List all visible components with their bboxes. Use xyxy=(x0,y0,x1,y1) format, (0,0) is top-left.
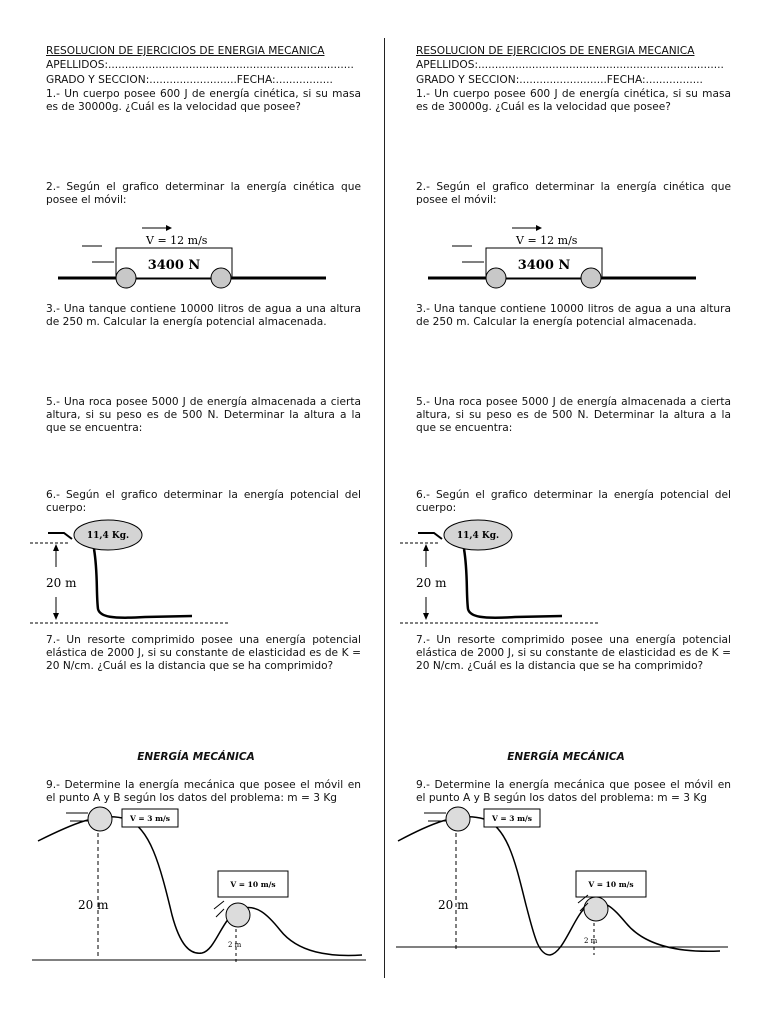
velocity-label-a: V = 3 m/s xyxy=(129,814,171,823)
height-label: 20 m xyxy=(416,576,447,590)
car-velocity-label: V = 12 m/s xyxy=(146,234,208,247)
car-diagram xyxy=(36,222,366,302)
mass-label: 11,4 Kg. xyxy=(86,531,130,541)
car-wheel-front xyxy=(116,268,136,288)
worksheet-left xyxy=(36,0,361,1024)
height-label-a: 20 m xyxy=(78,898,109,912)
section-title: ENERGÍA MECÁNICA xyxy=(137,751,255,763)
question-6: 6.- Según el grafico determinar la energía potencial del cuerpo: xyxy=(46,489,361,514)
ledge-line xyxy=(48,533,72,539)
car-force-label: 3400 N xyxy=(517,258,571,273)
small-height-label-b: 2 m xyxy=(584,937,598,945)
question-1: 1.- Un cuerpo posee 600 J de energía cinética, si su masa es de 30000g. ¿Cuál es la velocidad que posee? xyxy=(46,88,361,113)
question-5: 5.- Una roca posee 5000 J de energía almacenada a cierta altura, si su peso es de 500 N. Determinar la altura a la que se encuentra: xyxy=(46,396,361,434)
velocity-arrow-head xyxy=(166,225,172,231)
track-curve xyxy=(398,817,720,955)
ledge-line xyxy=(418,533,442,539)
motion-line xyxy=(216,909,224,917)
velocity-label-b: V = 10 m/s xyxy=(588,880,634,889)
column-divider xyxy=(384,38,385,978)
height-arrow-head-up xyxy=(423,544,429,551)
grado-fecha-line: GRADO Y SECCION:..........................FECHA:................. xyxy=(416,74,703,86)
potential-energy-diagram xyxy=(30,513,230,628)
velocity-arrow-head xyxy=(536,225,542,231)
question-9: 9.- Determine la energía mecánica que posee el móvil en el punto A y B según los datos del problema: m = 3 Kg xyxy=(416,779,731,804)
question-7: 7.- Un resorte comprimido posee una energía potencial elástica de 2000 J, si su constante de elasticidad es de K = 20 N/cm. ¿Cuál es la distancia que se ha comprimido? xyxy=(46,634,361,672)
ball-point-b xyxy=(584,897,608,921)
ball-point-a xyxy=(446,807,470,831)
ball-point-a xyxy=(88,807,112,831)
mechanical-energy-diagram xyxy=(388,805,738,975)
car-wheel-rear xyxy=(581,268,601,288)
car-diagram xyxy=(406,222,736,302)
worksheet-right xyxy=(406,0,731,1024)
question-7: 7.- Un resorte comprimido posee una energía potencial elástica de 2000 J, si su constante de elasticidad es de K = 20 N/cm. ¿Cuál es la distancia que se ha comprimido? xyxy=(416,634,731,672)
height-arrow-head-down xyxy=(53,613,59,620)
track-curve xyxy=(38,817,362,956)
question-1: 1.- Un cuerpo posee 600 J de energía cinética, si su masa es de 30000g. ¿Cuál es la velocidad que posee? xyxy=(416,88,731,113)
cliff-profile xyxy=(94,549,192,618)
section-title: ENERGÍA MECÁNICA xyxy=(507,751,625,763)
worksheet-title: RESOLUCION DE EJERCICIOS DE ENERGIA MECANICA xyxy=(46,45,325,57)
question-2: 2.- Según el grafico determinar la energía cinética que posee el móvil: xyxy=(46,181,361,206)
height-arrow-head-up xyxy=(53,544,59,551)
question-6: 6.- Según el grafico determinar la energía potencial del cuerpo: xyxy=(416,489,731,514)
apellidos-line: APELLIDOS:......................................................................... xyxy=(46,59,354,71)
mechanical-energy-diagram xyxy=(30,805,370,975)
car-wheel-front xyxy=(486,268,506,288)
car-wheel-rear xyxy=(211,268,231,288)
potential-energy-diagram xyxy=(400,513,600,628)
worksheet-title: RESOLUCION DE EJERCICIOS DE ENERGIA MECANICA xyxy=(416,45,695,57)
car-velocity-label: V = 12 m/s xyxy=(516,234,578,247)
height-label-a: 20 m xyxy=(438,898,469,912)
height-label: 20 m xyxy=(46,576,77,590)
height-arrow-head-down xyxy=(423,613,429,620)
question-5: 5.- Una roca posee 5000 J de energía almacenada a cierta altura, si su peso es de 500 N. Determinar la altura a la que se encuentra: xyxy=(416,396,731,434)
car-force-label: 3400 N xyxy=(147,258,201,273)
velocity-label-b: V = 10 m/s xyxy=(230,880,276,889)
question-3: 3.- Una tanque contiene 10000 litros de agua a una altura de 250 m. Calcular la energía potencial almacenada. xyxy=(46,303,361,328)
question-9: 9.- Determine la energía mecánica que posee el móvil en el punto A y B según los datos del problema: m = 3 Kg xyxy=(46,779,361,804)
small-height-label-b: 2 m xyxy=(228,941,242,949)
cliff-profile xyxy=(464,549,562,618)
question-3: 3.- Una tanque contiene 10000 litros de agua a una altura de 250 m. Calcular la energía potencial almacenada. xyxy=(416,303,731,328)
velocity-label-a: V = 3 m/s xyxy=(491,814,533,823)
motion-line xyxy=(214,901,224,909)
ball-point-b xyxy=(226,903,250,927)
mass-label: 11,4 Kg. xyxy=(456,531,500,541)
apellidos-line: APELLIDOS:......................................................................... xyxy=(416,59,724,71)
question-2: 2.- Según el grafico determinar la energía cinética que posee el móvil: xyxy=(416,181,731,206)
grado-fecha-line: GRADO Y SECCION:..........................FECHA:................. xyxy=(46,74,333,86)
